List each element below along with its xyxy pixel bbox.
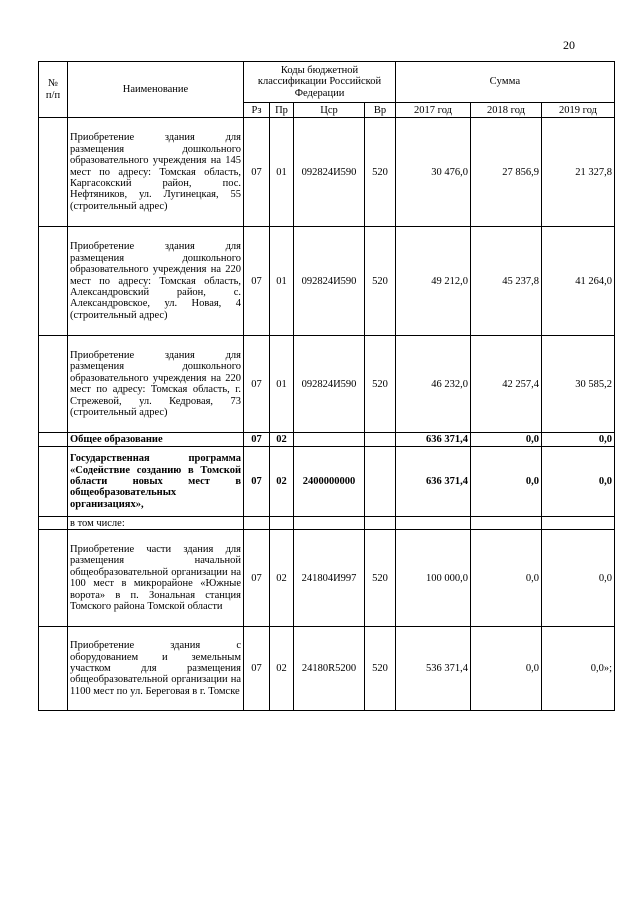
row-rz: 07 <box>244 530 270 627</box>
header-name: Наименование <box>68 62 244 118</box>
header-2017: 2017 год <box>396 103 471 118</box>
header-codes: Коды бюджетной классификации Российской Федерации <box>244 62 396 103</box>
row-rz: 07 <box>244 433 270 447</box>
row-pr: 01 <box>270 118 294 227</box>
row-rz: 07 <box>244 447 270 517</box>
row-csr: 092824И590 <box>294 227 365 336</box>
row-num <box>39 433 68 447</box>
row-rz: 07 <box>244 227 270 336</box>
row-2018: 0,0 <box>471 627 542 711</box>
table-row <box>39 517 615 530</box>
row-rz: 07 <box>244 336 270 433</box>
row-2019: 30 585,2 <box>542 336 615 433</box>
row-vr: 520 <box>365 336 396 433</box>
row-2019: 0,0 <box>542 530 615 627</box>
page-number: 20 <box>563 38 575 52</box>
row-name: Приобретение части здания для размещения начальной общеобразовательной организации на 100 мест в микрорайоне «Южные ворота» в п. Зональная станция Томского района Томской области <box>68 530 244 627</box>
row-2018: 27 856,9 <box>471 118 542 227</box>
row-name: в том числе: <box>68 517 244 530</box>
table-row <box>39 336 615 433</box>
row-pr: 02 <box>270 447 294 517</box>
row-csr: 2400000000 <box>294 447 365 517</box>
row-2019: 21 327,8 <box>542 118 615 227</box>
row-name: Приобретение здания с оборудованием и земельным участком для размещения общеобразовательной организации на 1100 мест по ул. Береговая в г. Томске <box>68 627 244 711</box>
header-2019: 2019 год <box>542 103 615 118</box>
table-row <box>39 530 615 627</box>
row-2017 <box>396 517 471 530</box>
row-2018: 42 257,4 <box>471 336 542 433</box>
table-row <box>39 118 615 227</box>
row-2017: 536 371,4 <box>396 627 471 711</box>
row-pr: 02 <box>270 433 294 447</box>
header-2018: 2018 год <box>471 103 542 118</box>
row-vr: 520 <box>365 627 396 711</box>
row-num <box>39 227 68 336</box>
row-pr: 01 <box>270 336 294 433</box>
header-csr: Цср <box>294 103 365 118</box>
budget-table <box>38 61 615 711</box>
row-2017: 100 000,0 <box>396 530 471 627</box>
row-csr: 24180R5200 <box>294 627 365 711</box>
row-rz: 07 <box>244 627 270 711</box>
row-num <box>39 627 68 711</box>
row-vr <box>365 517 396 530</box>
header-rz: Рз <box>244 103 270 118</box>
row-2017: 636 371,4 <box>396 447 471 517</box>
header-vr: Вр <box>365 103 396 118</box>
header-row <box>39 62 615 103</box>
row-num <box>39 517 68 530</box>
header-pr: Пр <box>270 103 294 118</box>
row-pr <box>270 517 294 530</box>
row-num <box>39 336 68 433</box>
row-vr <box>365 447 396 517</box>
row-2019: 41 264,0 <box>542 227 615 336</box>
table-row <box>39 433 615 447</box>
row-vr <box>365 433 396 447</box>
row-pr: 02 <box>270 530 294 627</box>
row-name: Государственная программа «Содействие созданию в Томской области новых мест в общеобразовательных организациях», <box>68 447 244 517</box>
row-csr <box>294 433 365 447</box>
row-vr: 520 <box>365 227 396 336</box>
row-2019: 0,0 <box>542 433 615 447</box>
row-csr: 092824И590 <box>294 336 365 433</box>
row-num <box>39 447 68 517</box>
row-name: Приобретение здания для размещения дошкольного образовательного учреждения на 220 мест по адресу: Томская область, г. Стрежевой, ул. Кедровая, 73 (строительный адрес) <box>68 336 244 433</box>
row-num <box>39 530 68 627</box>
row-2019 <box>542 517 615 530</box>
row-num <box>39 118 68 227</box>
row-csr: 241804И997 <box>294 530 365 627</box>
row-csr: 092824И590 <box>294 118 365 227</box>
table-row <box>39 227 615 336</box>
row-2018: 45 237,8 <box>471 227 542 336</box>
table-row <box>39 447 615 517</box>
row-name: Приобретение здания для размещения дошкольного образовательного учреждения на 220 мест по адресу: Томская область, Александровский район, с. Александровское, ул. Новая, 4 (строительный адрес) <box>68 227 244 336</box>
row-vr: 520 <box>365 118 396 227</box>
table-row <box>39 627 615 711</box>
row-2017: 49 212,0 <box>396 227 471 336</box>
row-2017: 636 371,4 <box>396 433 471 447</box>
row-vr: 520 <box>365 530 396 627</box>
row-2018: 0,0 <box>471 530 542 627</box>
row-name: Общее образование <box>68 433 244 447</box>
row-rz: 07 <box>244 118 270 227</box>
row-2017: 46 232,0 <box>396 336 471 433</box>
row-2019: 0,0»; <box>542 627 615 711</box>
row-2018: 0,0 <box>471 447 542 517</box>
row-rz <box>244 517 270 530</box>
header-sum: Сумма <box>396 62 615 103</box>
header-num: № п/п <box>39 62 68 118</box>
row-csr <box>294 517 365 530</box>
row-2017: 30 476,0 <box>396 118 471 227</box>
row-name: Приобретение здания для размещения дошкольного образовательного учреждения на 145 мест по адресу: Томская область, Каргасокский район, пос. Нефтяников, ул. Лугинецкая, 55 (строительный адрес) <box>68 118 244 227</box>
row-pr: 01 <box>270 227 294 336</box>
row-pr: 02 <box>270 627 294 711</box>
row-2018 <box>471 517 542 530</box>
row-2018: 0,0 <box>471 433 542 447</box>
row-2019: 0,0 <box>542 447 615 517</box>
